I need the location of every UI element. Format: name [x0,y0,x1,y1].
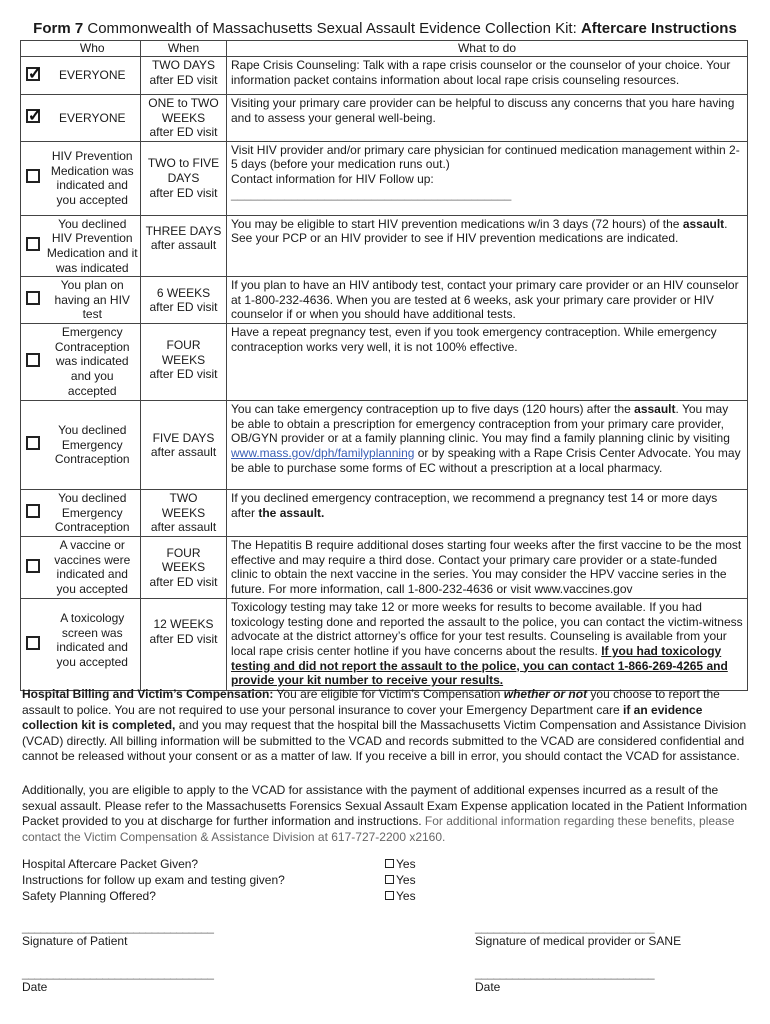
table-row [21,57,748,95]
checkbox[interactable] [26,291,40,305]
header-what: What to do [227,41,748,57]
who-cell: You declined HIV Prevention Medication and it was indicated [45,215,141,276]
hiv-contact-line[interactable]: __________________________________________ [231,186,512,201]
checkbox[interactable] [26,353,40,367]
checkbox[interactable] [26,109,40,123]
who-cell: You declined Emergency Contraception [45,490,141,537]
who-cell: HIV Prevention Medication was indicated and you accepted [45,141,141,215]
checklist-yes[interactable]: Yes [385,872,416,888]
checklist-question: Hospital Aftercare Packet Given? [22,857,199,871]
family-planning-link[interactable]: www.mass.gov/dph/familyplanning [231,445,415,460]
when-cell: TWO DAYS after ED visit [141,57,227,95]
patient-date-label: Date [22,980,48,994]
what-cell: The Hepatitis B require additional doses starting four weeks after the first vaccine to be the most effective and may require a third dose. Contact your primary care provider or a state-funded clinic to obtain the next vaccine in the series. You may consider the HPV vaccine series in the future. For more information, call 1-800-232-4636 or visit www.vaccines.gov [227,537,748,599]
header-check-cell [21,41,45,57]
who-cell: You plan on having an HIV test [45,277,141,324]
what-cell: Visiting your primary care provider can be helpful to discuss any concerns that you hare having and to assess your general well-being. [227,95,748,142]
table-row [21,277,748,324]
form-number: Form 7 [33,20,84,37]
provider-date-label: Date [475,980,501,994]
what-cell: Toxicology testing may take 12 or more weeks for results to become available. If you had toxicology testing done and reported the assault to the police, you can contact the victim-witness advocate at the district attorney’s office for your test results. Counseling is available from your local rape crisis center hotline if you have concerns about the results. If you had toxicology testing and did not report the assault to the police, you can contact 1-866-269-4265 and provide your kit number to receive your results. [227,599,748,691]
additional-paragraph: Additionally, you are eligible to apply to the VCAD for assistance with the payment of additional expenses incurred as a result of the sexual assault. Please refer to the Massachusetts Forensics Sexual Assault Exam Expense application located in the Patient Information Packet provided to you at discharge for further information and instructions. For additional information regarding these benefits, please contact the Victim Compensation & Assistance Division at 617-727-2200 x2160. [22,783,748,844]
billing-heading: Hospital Billing and Victim’s Compensation: [22,687,274,701]
who-cell: A toxicology screen was indicated and you accepted [45,599,141,691]
when-cell: 12 WEEKS after ED visit [141,599,227,691]
when-cell: ONE to TWO WEEKS after ED visit [141,95,227,142]
checklist-question: Instructions for follow up exam and testing given? [22,873,285,887]
table-row [21,401,748,490]
table-row [21,141,748,215]
checkbox[interactable] [26,504,40,518]
when-cell: TWO WEEKS after assault [141,490,227,537]
checkbox[interactable] [26,169,40,183]
when-cell: 6 WEEKS after ED visit [141,277,227,324]
checklist-yes[interactable]: Yes [385,856,416,872]
form-title-bold: Aftercare Instructions [580,20,737,37]
what-cell: If you declined emergency contraception, we recommend a pregnancy test 14 or more days after the assault. [227,490,748,537]
what-cell: Have a repeat pregnancy test, even if you took emergency contraception. While emergency contraception works very well, it is not 100% effective. [227,324,748,401]
yes-checkbox[interactable] [385,891,394,900]
checkbox[interactable] [26,237,40,251]
table-row [21,324,748,401]
form-title-main: Commonwealth of Massachusetts Sexual Assault Evidence Collection Kit: [83,20,581,37]
provider-date-line[interactable]: _____________________________ [475,966,655,980]
aftercare-table [20,40,748,691]
who-cell: Emergency Contraception was indicated and you accepted [45,324,141,401]
patient-signature-line[interactable]: _______________________________ [22,920,214,934]
who-cell: EVERYONE [45,95,141,142]
yes-checkbox[interactable] [385,875,394,884]
who-cell: EVERYONE [45,57,141,95]
when-cell: TWO to FIVE DAYS after ED visit [141,141,227,215]
table-row [21,490,748,537]
provider-signature-label: Signature of medical provider or SANE [475,934,682,948]
table-row [21,599,748,691]
when-cell: FOUR WEEKS after ED visit [141,324,227,401]
checkbox[interactable] [26,559,40,573]
checklist-yes[interactable]: Yes [385,888,416,904]
patient-signature-label: Signature of Patient [22,934,128,948]
when-cell: THREE DAYS after assault [141,215,227,276]
checklist-question: Safety Planning Offered? [22,889,156,903]
checkbox[interactable] [26,436,40,450]
table-row [21,537,748,599]
what-cell: Rape Crisis Counseling: Talk with a rape crisis counselor or the counselor of your choice. Your information packet contains information about local rape crisis counseling resources. [227,57,748,95]
who-cell: You declined Emergency Contraception [45,401,141,490]
header-when: When [141,41,227,57]
who-cell: A vaccine or vaccines were indicated and you accepted [45,537,141,599]
what-cell: If you plan to have an HIV antibody test, contact your primary care provider or an HIV counselor at 1-800-232-4636. When you are tested at 6 weeks, ask your primary care provider or HIV counselor if or when you should have additional tests. [227,277,748,324]
when-cell: FIVE DAYS after assault [141,401,227,490]
patient-date-line[interactable]: _______________________________ [22,966,214,980]
table-header-row [21,41,748,57]
header-who: Who [45,41,141,57]
checkbox[interactable] [26,67,40,81]
yes-checkbox[interactable] [385,859,394,868]
provider-signature-line[interactable]: _____________________________ [475,920,655,934]
what-cell: You can take emergency contraception up to five days (120 hours) after the assault. You may be able to obtain a prescription for emergency contraception from your primary care provider, OB/GYN provider or at a family planning clinic. You may find a family planning clinic by visiting www.mass.gov/dph/familyplanning or by speaking with a Rape Crisis Center Advocate. You may be able to purchase some forms of EC without a prescription at a local pharmacy. [227,401,748,490]
billing-paragraph: Hospital Billing and Victim’s Compensation: You are eligible for Victim’s Compensation whether or not you choose to report the assault to police. You are not required to use your personal insurance to cover your Emergency Department care if an evidence collection kit is completed, and you may request that the hospital bill the Massachusetts Victim Compensation and Assistance Division (VCAD) directly. All billing information will be submitted to the VCAD and records submitted to the VCAD are considered confidential and cannot be released without your consent or as a matter of law. If you receive a bill in error, you should contact the VCAD for assistance. [22,687,747,763]
what-cell: Visit HIV provider and/or primary care physician for continued medication management within 2-5 days (before your medication runs out.) Contact information for HIV Follow up: __________________________________________ [227,141,748,215]
checkbox[interactable] [26,636,40,650]
table-row [21,95,748,142]
form-title [0,20,770,38]
when-cell: FOUR WEEKS after ED visit [141,537,227,599]
what-cell: You may be eligible to start HIV prevention medications w/in 3 days (72 hours) of the assault. See your PCP or an HIV provider to see if HIV prevention medications are indicated. [227,215,748,276]
table-row [21,215,748,276]
